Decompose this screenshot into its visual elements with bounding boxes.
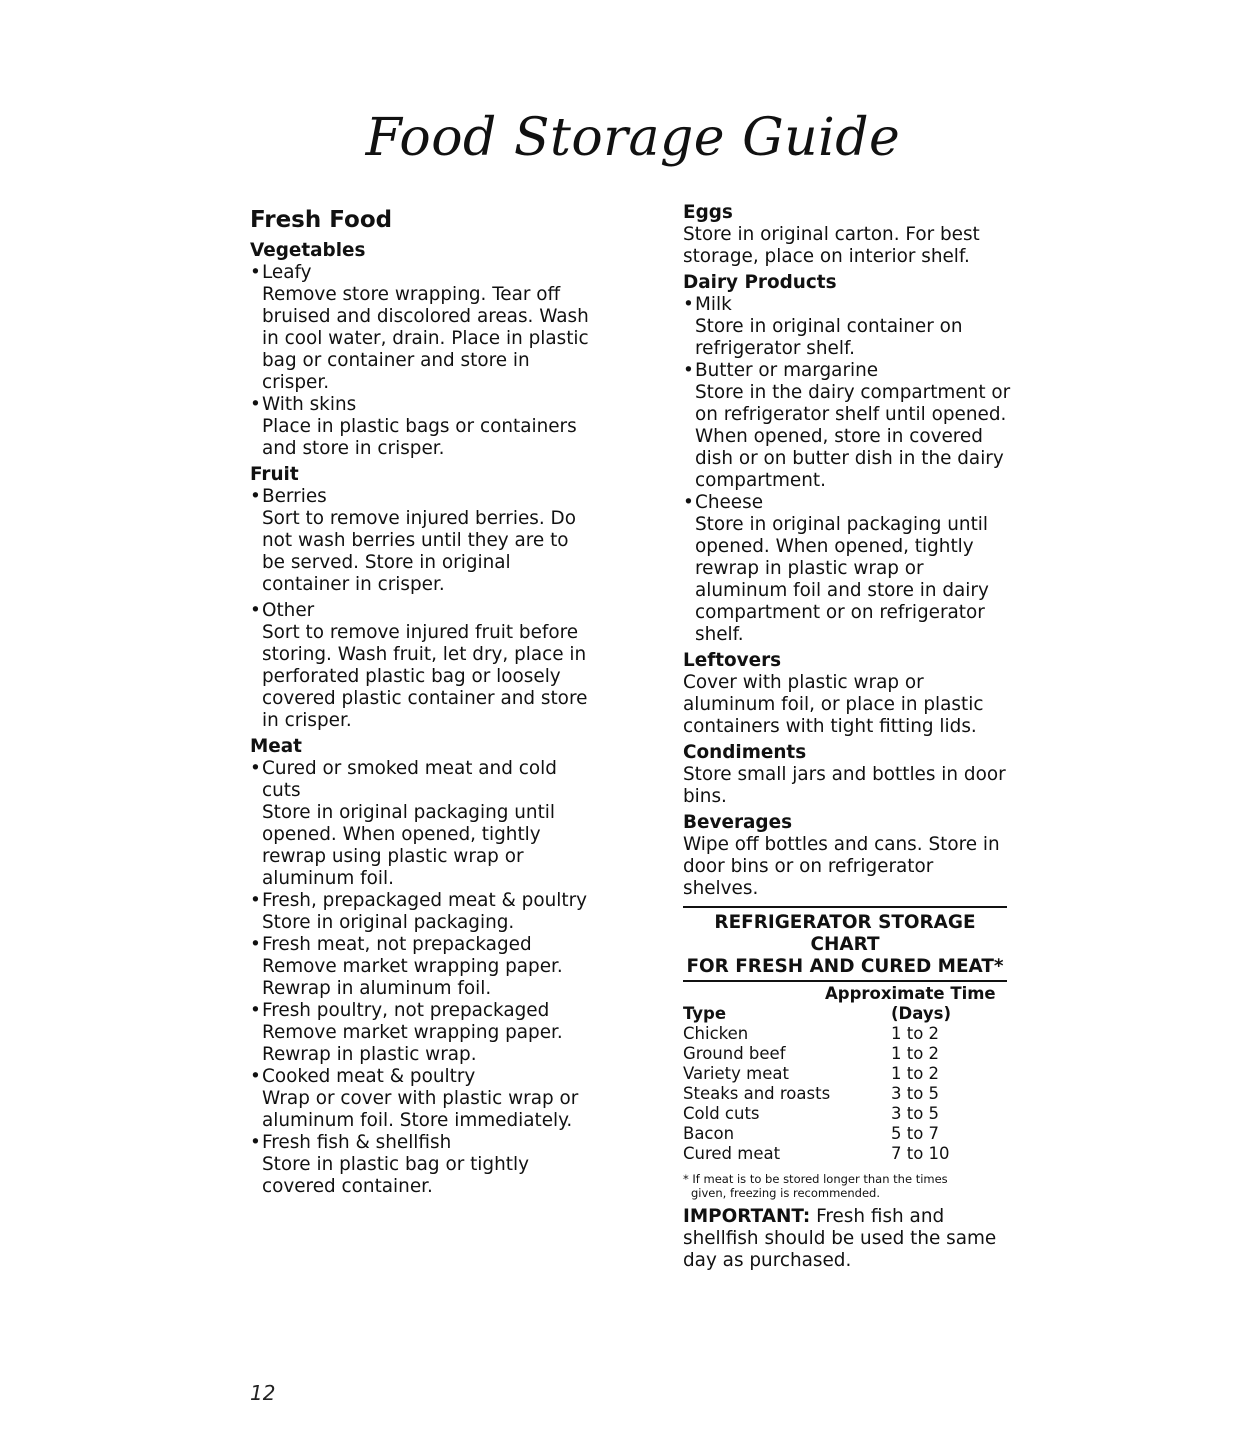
item-text: Store in original packaging.	[262, 912, 515, 933]
list-item-fresh-fish	[250, 1132, 590, 1198]
bullet-icon: •	[683, 294, 694, 315]
item-text: Remove market wrapping paper. Rewrap in plastic wrap.	[262, 1022, 563, 1065]
item-name: Other	[262, 600, 315, 621]
item-text: Sort to remove injured fruit before storing. Wash fruit, let dry, place in perforated plastic bag or loosely covered plastic container and store in crisper.	[262, 622, 588, 731]
table-row	[683, 1144, 1007, 1164]
bullet-icon: •	[250, 486, 261, 507]
cell-days: 7 to 10	[891, 1144, 950, 1163]
chart-header-row-2	[683, 1004, 1007, 1024]
meat-storage-chart	[683, 906, 1013, 1200]
table-row	[683, 1024, 1007, 1044]
table-row	[683, 1124, 1007, 1144]
item-text: Remove market wrapping paper. Rewrap in aluminum foil.	[262, 956, 563, 999]
item-name: Fresh meat, not prepackaged	[262, 934, 532, 955]
right-column	[683, 202, 1013, 1272]
item-name: Leafy	[262, 262, 312, 283]
item-text: Store in original packaging until opened. When opened, tightly rewrap using plastic wrap or aluminum foil.	[262, 802, 556, 889]
cell-days: 1 to 2	[891, 1064, 940, 1083]
list-item-berries	[250, 486, 590, 596]
cell-type: Bacon	[683, 1124, 735, 1143]
important-text: Fresh fish and shellfish should be used the same day as purchased.	[683, 1206, 997, 1271]
page-title: Food Storage Guide	[365, 108, 901, 168]
cell-type: Variety meat	[683, 1064, 789, 1083]
cell-type: Ground beef	[683, 1044, 786, 1063]
heading-beverages: Beverages	[683, 812, 793, 833]
cell-days: 3 to 5	[891, 1084, 940, 1103]
list-item-cured-meat	[250, 758, 590, 890]
col-header-approx-time: Approximate Time	[825, 984, 996, 1003]
heading-vegetables: Vegetables	[250, 240, 366, 261]
chart-title-line2: FOR FRESH AND CURED MEAT*	[686, 956, 1004, 977]
item-name: With skins	[262, 394, 357, 415]
chart-header-row-1	[683, 984, 1007, 1004]
bullet-icon: •	[683, 492, 694, 513]
bullet-icon: •	[250, 890, 261, 911]
item-text: Store in the dairy compartment or on refrigerator shelf until opened. When opened, store in covered dish or on butter dish in the dairy compartment.	[695, 382, 1011, 491]
bullet-icon: •	[250, 394, 261, 415]
cell-days: 5 to 7	[891, 1124, 940, 1143]
heading-leftovers: Leftovers	[683, 650, 782, 671]
list-item-with-skins	[250, 394, 590, 460]
important-label: IMPORTANT:	[683, 1206, 811, 1227]
heading-dairy-products: Dairy Products	[683, 272, 837, 293]
bullet-icon: •	[250, 1132, 261, 1153]
item-name: Butter or margarine	[695, 360, 879, 381]
bullet-icon: •	[250, 1000, 261, 1021]
cell-days: 3 to 5	[891, 1104, 940, 1123]
col-header-days: (Days)	[891, 1004, 951, 1023]
bullet-icon: •	[683, 360, 694, 381]
cell-type: Steaks and roasts	[683, 1084, 831, 1103]
chart-table	[683, 984, 1007, 1164]
bullet-icon: •	[250, 758, 261, 779]
item-name: Fresh poultry, not prepackaged	[262, 1000, 550, 1021]
bullet-icon: •	[250, 1066, 261, 1087]
list-item-fresh-poultry	[250, 1000, 590, 1066]
list-item-cheese	[683, 492, 1013, 646]
footnote-line1: * If meat is to be stored longer than the times	[683, 1172, 948, 1186]
footnote-line2: given, freezing is recommended.	[691, 1186, 880, 1200]
item-name: Cooked meat & poultry	[262, 1066, 476, 1087]
chart-footnote	[683, 1172, 983, 1200]
cell-days: 1 to 2	[891, 1024, 940, 1043]
item-name: Milk	[695, 294, 732, 315]
table-row	[683, 1044, 1007, 1064]
bullet-icon: •	[250, 262, 261, 283]
list-item-other	[250, 600, 590, 732]
cell-type: Cold cuts	[683, 1104, 760, 1123]
chart-title	[683, 906, 1007, 982]
important-note	[683, 1206, 1013, 1272]
bullet-icon: •	[250, 600, 261, 621]
condiments-text: Store small jars and bottles in door bins.	[683, 764, 1006, 807]
col-header-type: Type	[683, 1004, 727, 1023]
heading-meat: Meat	[250, 736, 302, 757]
section-title-fresh-food: Fresh Food	[250, 207, 393, 233]
cell-type: Cured meat	[683, 1144, 781, 1163]
cell-days: 1 to 2	[891, 1044, 940, 1063]
beverages-text: Wipe off bottles and cans. Store in door bins or on refrigerator shelves.	[683, 834, 1000, 899]
item-name: Fresh fish & shellfish	[262, 1132, 452, 1153]
heading-condiments: Condiments	[683, 742, 807, 763]
list-item-leafy	[250, 262, 590, 394]
eggs-text: Store in original carton. For best storage, place on interior shelf.	[683, 224, 980, 267]
page-number: 12	[250, 1381, 276, 1405]
cell-type: Chicken	[683, 1024, 749, 1043]
item-text: Store in original container on refrigerator shelf.	[695, 316, 963, 359]
item-name: Berries	[262, 486, 327, 507]
item-text: Wrap or cover with plastic wrap or aluminum foil. Store immediately.	[262, 1088, 579, 1131]
chart-title-line1: REFRIGERATOR STORAGE CHART	[714, 912, 976, 955]
table-row	[683, 1084, 1007, 1104]
item-text: Store in plastic bag or tightly covered container.	[262, 1154, 529, 1197]
heading-eggs: Eggs	[683, 202, 733, 223]
item-text: Sort to remove injured berries. Do not wash berries until they are to be served. Store in original container in crisper.	[262, 508, 576, 595]
list-item-fresh-meat	[250, 934, 590, 1000]
left-column	[250, 202, 590, 1198]
leftovers-text: Cover with plastic wrap or aluminum foil, or place in plastic containers with tight fitting lids.	[683, 672, 984, 737]
item-text: Remove store wrapping. Tear off bruised and discolored areas. Wash in cool water, drain. Place in plastic bag or container and store in crisper.	[262, 284, 589, 393]
item-name: Cheese	[695, 492, 764, 513]
bullet-icon: •	[250, 934, 261, 955]
item-text: Place in plastic bags or containers and store in crisper.	[262, 416, 577, 459]
item-name: Cured or smoked meat and cold cuts	[262, 758, 557, 801]
item-name: Fresh, prepackaged meat & poultry	[262, 890, 588, 911]
heading-fruit: Fruit	[250, 464, 299, 485]
list-item-milk	[683, 294, 1013, 360]
list-item-butter	[683, 360, 1013, 492]
list-item-cooked-meat	[250, 1066, 590, 1132]
table-row	[683, 1104, 1007, 1124]
list-item-prepackaged-meat	[250, 890, 590, 934]
item-text: Store in original packaging until opened. When opened, tightly rewrap in plastic wrap or aluminum foil and store in dairy compartment or on refrigerator shelf.	[695, 514, 989, 645]
table-row	[683, 1064, 1007, 1084]
